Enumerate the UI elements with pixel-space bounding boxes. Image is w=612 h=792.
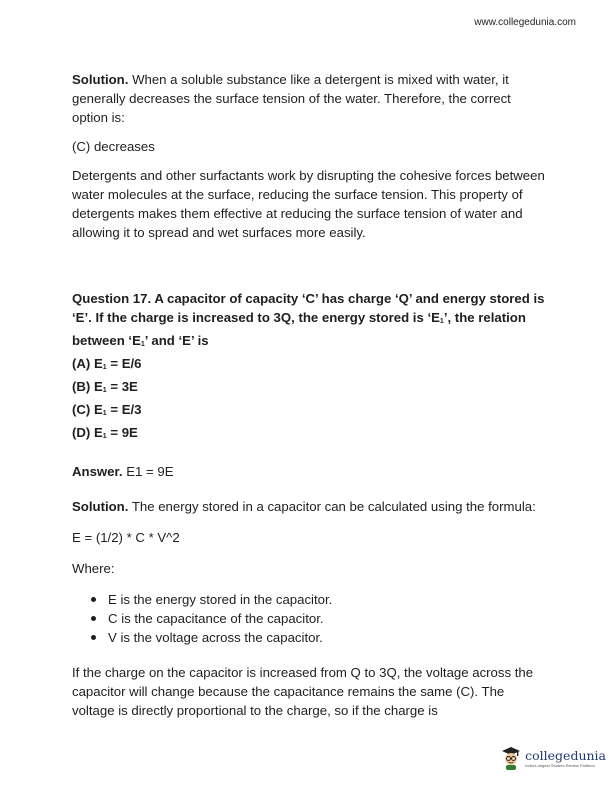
option-d xyxy=(72,423,548,446)
subscript: 1 xyxy=(102,387,107,394)
solution-text: When a soluble substance like a detergent is mixed with water, it generally decreases the surface tension of the water. Therefore, the correct option is: xyxy=(72,72,511,125)
logo-tagline: India's largest Student Review Platform xyxy=(525,762,595,768)
charge-paragraph: If the charge on the capacitor is increased from Q to 3Q, the voltage across the capacitor will change because the capacitance remains the same (C). The voltage is directly proportional to the charge, so if the charge is xyxy=(72,665,534,718)
option-b xyxy=(72,377,548,400)
list-item: E is the energy stored in the capacitor. xyxy=(108,590,548,609)
site-url: www.collegedunia.com xyxy=(474,17,576,28)
question-17 xyxy=(72,289,548,354)
subscript: 1 xyxy=(439,318,444,325)
option-text: = 3E xyxy=(106,379,138,394)
subscript: 1 xyxy=(140,341,145,348)
question-stem-part: Question 17. A capacitor of capacity ‘C’ has charge ‘Q’ and energy stored is ‘E’. If the charge is increased to 3Q, the energy stored is ‘E xyxy=(72,291,545,325)
subscript: 1 xyxy=(102,433,107,440)
solution-label: Solution. xyxy=(72,499,129,514)
option-a xyxy=(72,354,548,377)
subscript: 1 xyxy=(102,364,107,371)
explanation-paragraph: Detergents and other surfactants work by disrupting the cohesive forces between water molecules at the surface, reducing the surface tension. This property of detergents makes them effective at reducing the surface tension of water and allowing it to spread and wet surfaces more easily. xyxy=(72,168,545,240)
answer-line xyxy=(72,462,548,481)
answer-options xyxy=(72,354,548,446)
subscript: 1 xyxy=(102,410,107,417)
page-content xyxy=(72,70,548,720)
where-label: Where: xyxy=(72,561,115,576)
solution-paragraph-2 xyxy=(72,497,548,516)
list-item: C is the capacitance of the capacitor. xyxy=(108,609,548,628)
option-text: = E/6 xyxy=(106,356,142,371)
solution-label: Solution. xyxy=(72,72,129,87)
graduate-mascot-icon xyxy=(500,745,522,771)
answer-text: E1 = 9E xyxy=(122,464,174,479)
list-item: V is the voltage across the capacitor. xyxy=(108,628,548,647)
option-text: (C) E xyxy=(72,402,103,417)
selected-option: (C) decreases xyxy=(72,139,155,154)
option-text: (A) E xyxy=(72,356,103,371)
energy-formula: E = (1/2) * C * V^2 xyxy=(72,530,180,545)
option-text: (D) E xyxy=(72,425,103,440)
solution-text: The energy stored in a capacitor can be calculated using the formula: xyxy=(128,499,536,514)
option-text: (B) E xyxy=(72,379,103,394)
question-stem-part: ’ and ‘E’ is xyxy=(144,333,209,348)
solution-paragraph-1 xyxy=(72,70,548,127)
logo-name: collegedunia xyxy=(525,747,606,763)
option-text: = 9E xyxy=(106,425,138,440)
answer-label: Answer. xyxy=(72,464,123,479)
collegedunia-logo xyxy=(500,745,606,771)
option-c xyxy=(72,400,548,423)
question-stem-part: ’, the relation between ‘E xyxy=(72,310,526,348)
definition-list xyxy=(72,590,548,647)
option-text: = E/3 xyxy=(106,402,142,417)
